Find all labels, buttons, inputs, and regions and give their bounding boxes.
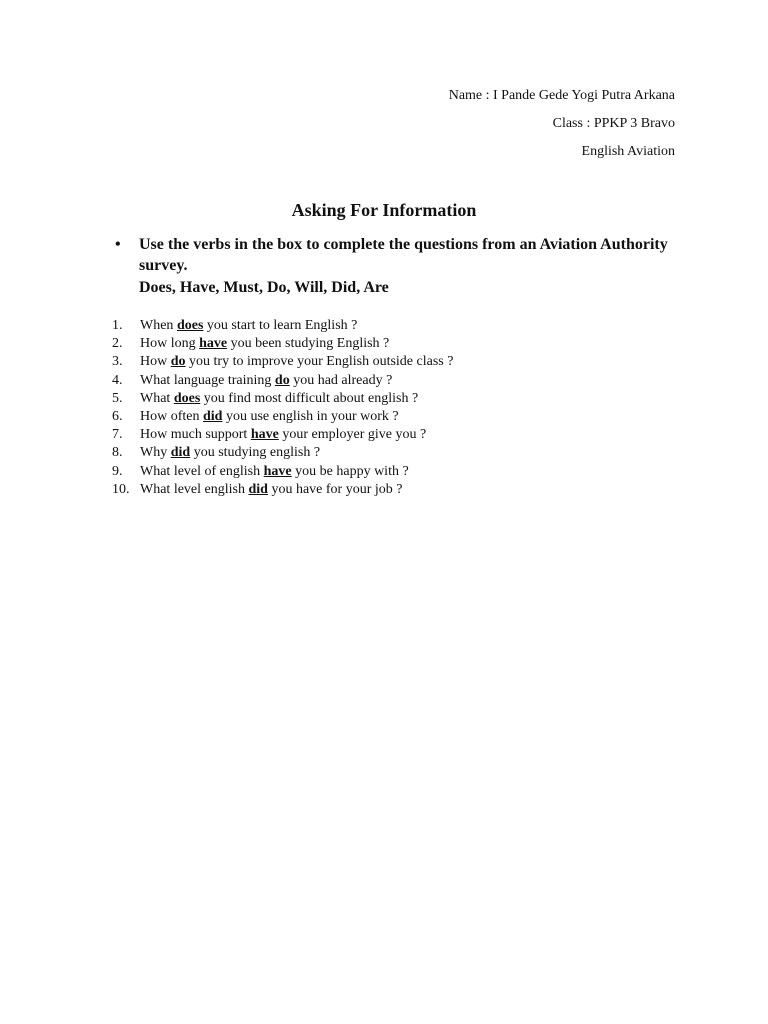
question-number: 8. [112, 445, 123, 461]
question-text: you try to improve your English outside class ? [185, 354, 454, 370]
list-item [112, 372, 692, 390]
list-item [112, 390, 692, 408]
answer-verb: did [203, 409, 223, 425]
answer-verb: did [170, 445, 191, 461]
answer-verb: have [263, 463, 292, 479]
instruction-text: Use the verbs in the box to complete the questions from an Aviation Authority survey. [139, 236, 668, 274]
question-number: 2. [112, 336, 123, 352]
question-number: 6. [112, 409, 123, 425]
answer-verb: does [176, 318, 204, 333]
answer-verb: have [199, 336, 228, 352]
question-number: 4. [112, 372, 123, 388]
bullet-icon: • [115, 236, 121, 253]
student-class: Class : PPKP 3 Bravo [552, 116, 675, 131]
list-item [112, 353, 692, 371]
question-text: When [140, 318, 177, 333]
question-number: 3. [112, 354, 123, 370]
question-text: you find most difficult about english ? [200, 390, 419, 406]
list-item [112, 408, 692, 426]
subject: English Aviation [581, 144, 675, 159]
list-item [112, 335, 692, 353]
question-number: 1. [112, 318, 123, 333]
answer-verb: do [170, 354, 186, 370]
question-text: you studying english ? [190, 445, 321, 461]
question-text: What language training [140, 372, 275, 388]
question-text: you have for your job ? [267, 481, 403, 497]
page-title: Asking For Information [291, 200, 477, 220]
question-number: 9. [112, 463, 123, 479]
question-list [112, 317, 692, 499]
question-text: What [140, 390, 174, 406]
question-text: your employer give you ? [278, 427, 427, 443]
question-text: Why [140, 445, 171, 461]
question-number: 7. [112, 427, 123, 443]
question-text: How often [140, 409, 203, 425]
question-text: What level english [140, 481, 249, 497]
question-text: you been studying English ? [227, 336, 390, 352]
answer-verb: does [173, 390, 201, 406]
student-name: Name : I Pande Gede Yogi Putra Arkana [448, 88, 675, 103]
list-item [112, 481, 692, 499]
answer-verb: do [274, 372, 290, 388]
verb-list: Does, Have, Must, Do, Will, Did, Are [139, 279, 389, 296]
question-text: How long [140, 336, 200, 352]
question-text: you start to learn English ? [203, 318, 358, 333]
answer-verb: did [248, 481, 268, 497]
question-text: How much support [140, 427, 251, 443]
question-text: What level of english [140, 463, 264, 479]
question-text: you had already ? [289, 372, 393, 388]
question-number: 5. [112, 390, 123, 406]
question-text: How [140, 354, 171, 370]
list-item [112, 444, 692, 462]
question-number: 10. [112, 481, 130, 497]
answer-verb: have [250, 427, 279, 443]
student-header [449, 86, 675, 170]
question-text: you be happy with ? [291, 463, 409, 479]
instruction-block [115, 234, 675, 298]
question-text: you use english in your work ? [222, 409, 399, 425]
list-item [112, 426, 692, 444]
list-item [112, 317, 692, 335]
list-item [112, 463, 692, 481]
